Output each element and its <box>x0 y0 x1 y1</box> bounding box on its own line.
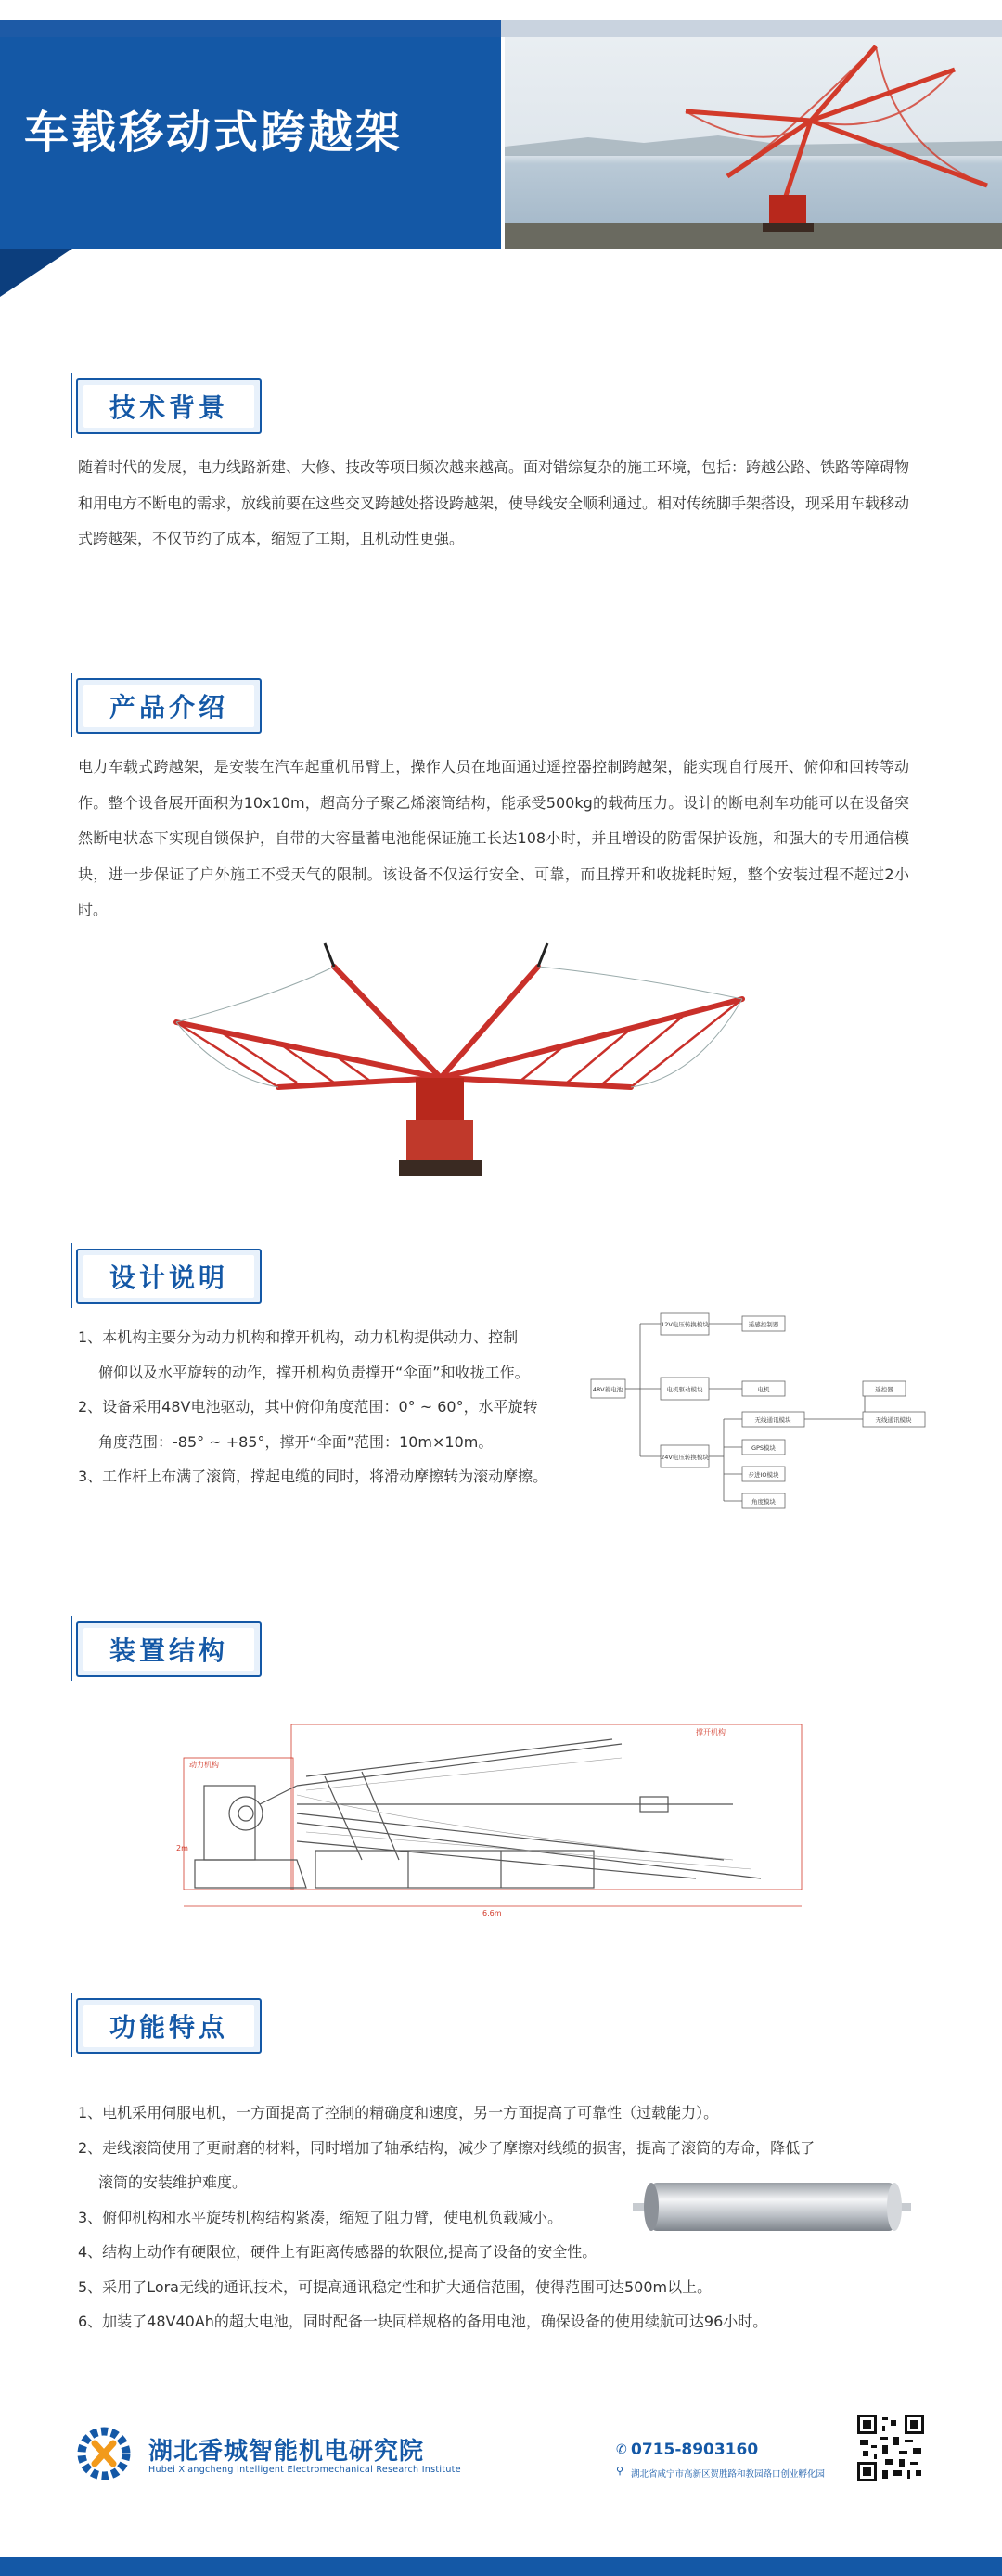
feature-item-5: 5、采用了Lora无线的通讯技术，可提高通讯稳定性和扩大通信范围，使得范围可达500m以上。 <box>78 2277 713 2296</box>
diagram-io: 步进IO模块 <box>748 1471 779 1479</box>
roller-image <box>633 2175 911 2240</box>
diagram-remote-ctrl: 遥感控制器 <box>748 1321 779 1328</box>
title-corner-decoration <box>0 249 72 297</box>
product-paragraph: 电力车载式跨越架，是安装在汽车起重机吊臂上，操作人员在地面通过遥控器控制跨越架，能实现自行展开、俯仰和回转等动作。整个设备展开面积为10x10m，超高分子聚乙烯滚筒结构，能承受500kg的载荷压力。设计的断电刹车功能可以在设备突然断电状态下实现自锁保护，自带的大容量蓄电池能保证施工长达108小时，并且增设的防雷保护设施，和强大的专用通信模块，进一步保证了户外施工不受天气的限制。该设备不仅运行安全、可靠，而且撑开和收拢耗时短，整个安装过程不超过2小时。 <box>78 758 909 918</box>
phone-icon: ✆ <box>616 2442 627 2457</box>
section-tag-design <box>76 1243 262 1301</box>
institute-logo <box>72 2423 139 2484</box>
section-tag-features <box>76 1993 262 2050</box>
section-tag-label: 技术背景 <box>109 392 228 423</box>
feature-item-1: 1、电机采用伺服电机，一方面提高了控制的精确度和速度，另一方面提高了可靠性（过载能力）。 <box>78 2104 719 2121</box>
diagram-gps: GPS模块 <box>751 1444 777 1452</box>
org-name: 湖北香城智能机电研究院 <box>148 2438 425 2466</box>
design-item-3: 3、工作杆上布满了滚筒，撑起电缆的同时，将滑动摩擦转为滚动摩擦。 <box>78 1467 548 1485</box>
feature-item-6: 6、加装了48V40Ah的超大电池，同时配备一块同样规格的备用电池，确保设备的使用续航可达96小时。 <box>78 2313 768 2330</box>
structure-drawing <box>176 1721 812 1925</box>
label-width: 6.6m <box>482 1909 502 1917</box>
section-tag-label: 产品介绍 <box>109 692 228 723</box>
diagram-24v: 24V电压转换模块 <box>661 1454 709 1461</box>
diagram-rc: 遥控器 <box>875 1386 893 1393</box>
qr-code[interactable] <box>857 2415 924 2481</box>
section-tag-label: 装置结构 <box>109 1635 228 1666</box>
diagram-angle: 角度模块 <box>752 1498 776 1506</box>
section-tag-label: 设计说明 <box>109 1262 228 1293</box>
design-item-2: 2、设备采用48V电池驱动，其中俯仰角度范围：0° ~ 60°，水平旋转 <box>78 1398 538 1416</box>
diagram-wireless-2: 无线通讯模块 <box>875 1416 912 1424</box>
diagram-battery: 48V蓄电池 <box>592 1386 623 1393</box>
diagram-12v: 12V电压转换模块 <box>661 1321 709 1328</box>
diagram-wireless: 无线通讯模块 <box>754 1416 791 1424</box>
design-list <box>78 1320 597 1494</box>
section-tag-product <box>76 673 262 730</box>
address: 湖北省咸宁市高新区贺胜路和教园路口创业孵化园 <box>631 2469 826 2480</box>
product-photo <box>167 939 752 1189</box>
feature-item-2-cont: 滚筒的安装维护难度。 <box>98 2173 248 2191</box>
diagram-motor: 电机 <box>757 1386 770 1393</box>
page-title: 车载移动式跨越架 <box>24 107 404 159</box>
header-top-strip <box>0 20 1002 37</box>
footer-bar <box>0 2557 1002 2576</box>
org-english-name: Hubei Xiangcheng Intelligent Electromechanical Research Institute <box>148 2465 461 2475</box>
label-open-mech: 撑开机构 <box>696 1728 726 1737</box>
feature-item-2: 2、走线滚筒使用了更耐磨的材料，同时增加了轴承结构，减少了摩擦对线缆的损害，提高了滚筒的寿命，降低了 <box>78 2138 816 2157</box>
location-pin-icon: ⚲ <box>616 2465 624 2477</box>
label-power-mech: 动力机构 <box>189 1761 219 1769</box>
design-item-1: 1、本机构主要分为动力机构和撑开机构，动力机构提供动力、控制 <box>78 1328 519 1346</box>
header-product-photo <box>505 37 1002 249</box>
section-tag-label: 功能特点 <box>109 2012 228 2043</box>
feature-item-3: 3、俯仰机构和水平旋转机构结构紧凑，缩短了阻力臂，使电机负载减小。 <box>78 2208 563 2226</box>
design-item-2-cont: 角度范围：-85° ~ +85°，撑开“伞面”范围：10m×10m。 <box>98 1432 494 1451</box>
background-paragraph: 随着时代的发展，电力线路新建、大修、技改等项目频次越来越高。面对错综复杂的施工环境，包括：跨越公路、铁路等障碍物和用电方不断电的需求，放线前要在这些交叉跨越处搭设跨越架，使导线安全顺利通过。相对传统脚手架搭设，现采用车载移动式跨越架，不仅节约了成本，缩短了工期，且机动性更强。 <box>78 458 910 547</box>
section-tag-structure <box>76 1616 262 1673</box>
feature-item-4: 4、结构上动作有硬限位，硬件上有距离传感器的软限位,提高了设备的安全性。 <box>78 2243 597 2261</box>
section-tag-background <box>76 373 262 430</box>
diagram-motor-driver: 电机驱动模块 <box>666 1386 703 1393</box>
label-height: 2m <box>176 1844 188 1852</box>
design-item-1-cont: 俯仰以及水平旋转的动作，撑开机构负责撑开“伞面”和收拢工作。 <box>98 1363 530 1381</box>
phone-number: 0715-8903160 <box>631 2441 759 2459</box>
system-block-diagram <box>586 1303 939 1512</box>
